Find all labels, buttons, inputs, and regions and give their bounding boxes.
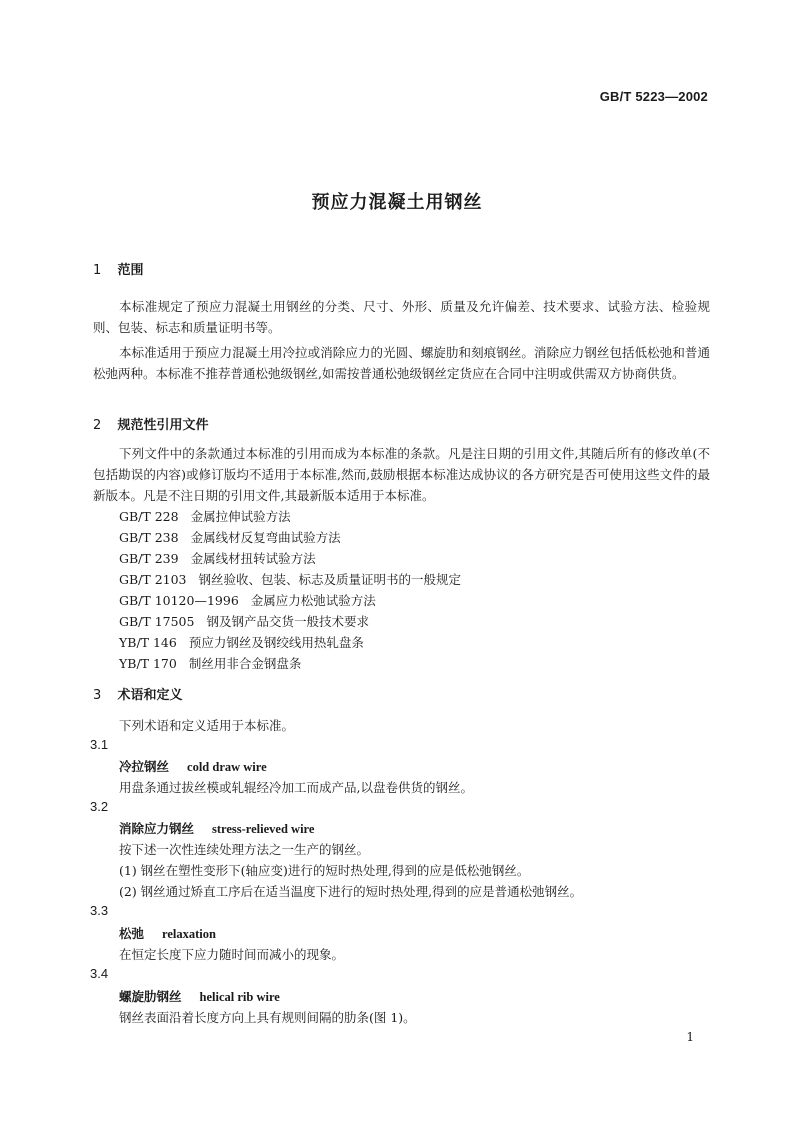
reference-item (119, 612, 369, 630)
term-zh: 冷拉钢丝 (119, 759, 170, 774)
section-number: 3 (93, 688, 102, 703)
reference-code: GB/T 238 (119, 530, 179, 545)
reference-name: 预应力钢丝及钢绞线用热轧盘条 (188, 635, 364, 650)
term-definition: (2) 钢丝通过矫直工序后在适当温度下进行的短时热处理,得到的应是普通松弛钢丝。 (119, 884, 583, 899)
reference-code: GB/T 17505 (119, 614, 195, 629)
scope-paragraph-2: 本标准适用于预应力混凝土用冷拉或消除应力的光圆、螺旋肋和刻痕钢丝。消除应力钢丝包括低松弛和普通松弛两种。本标准不推荐普通松弛级钢丝,如需按普通松弛级钢丝定货应在合同中注明或供需双方协商供货。 (93, 345, 710, 381)
reference-name: 钢及钢产品交货一般技术要求 (206, 614, 369, 629)
section-heading-terms-definitions (93, 684, 183, 703)
reference-code: GB/T 228 (119, 509, 179, 524)
reference-item (119, 591, 376, 609)
reference-item (119, 549, 316, 567)
terms-intro: 下列术语和定义适用于本标准。 (119, 718, 295, 733)
term-heading (119, 987, 280, 1005)
reference-name: 金属拉伸试验方法 (190, 509, 291, 524)
section-heading-normative-references (93, 414, 209, 433)
term-definition: 用盘条通过拔丝模或轧辊经冷加工而成产品,以盘卷供货的钢丝。 (119, 780, 473, 795)
reference-name: 金属线材反复弯曲试验方法 (190, 530, 341, 545)
term-en: helical rib wire (199, 990, 280, 1004)
reference-item (119, 507, 291, 525)
reference-item (119, 528, 341, 546)
reference-code: GB/T 10120—1996 (119, 593, 239, 608)
section-title: 范围 (117, 263, 144, 278)
term-definition: (1) 钢丝在塑性变形下(轴应变)进行的短时热处理,得到的应是低松弛钢丝。 (119, 863, 530, 878)
section-heading-scope (93, 259, 144, 278)
term-zh: 螺旋肋钢丝 (119, 989, 182, 1004)
term-number: 3.3 (90, 903, 109, 918)
term-number: 3.1 (90, 737, 109, 752)
term-number: 3.4 (90, 966, 109, 981)
section-title: 术语和定义 (117, 688, 183, 703)
term-definition: 在恒定长度下应力随时间而减小的现象。 (119, 947, 345, 962)
term-en: relaxation (162, 927, 216, 941)
scope-paragraph-1: 本标准规定了预应力混凝土用钢丝的分类、尺寸、外形、质量及允许偏差、技术要求、试验方法、检验规则、包装、标志和质量证明书等。 (93, 299, 710, 335)
term-definition: 按下述一次性连续处理方法之一生产的钢丝。 (119, 842, 370, 857)
reference-item (119, 633, 364, 651)
term-zh: 消除应力钢丝 (119, 821, 195, 836)
reference-item (119, 570, 461, 588)
normative-intro-paragraph: 下列文件中的条款通过本标准的引用而成为本标准的条款。凡是注日期的引用文件,其随后所有的修改单(不包括勘误的内容)或修订版均不适用于本标准,然而,鼓励根据本标准达成协议的各方研究是否可使用这些文件的最新版本。凡是不注日期的引用文件,其最新版本适用于本标准。 (93, 446, 710, 503)
standard-number: GB/T 5223—2002 (599, 89, 708, 104)
reference-code: YB/T 146 (119, 635, 177, 650)
section-title: 规范性引用文件 (117, 418, 209, 433)
document-title: 预应力混凝土用钢丝 (311, 192, 483, 213)
term-heading (119, 924, 216, 942)
term-number: 3.2 (90, 799, 109, 814)
term-heading (119, 757, 267, 775)
reference-name: 金属线材扭转试验方法 (190, 551, 316, 566)
page-number: 1 (686, 1030, 694, 1044)
reference-name: 金属应力松弛试验方法 (250, 593, 376, 608)
term-heading (119, 819, 314, 837)
term-zh: 松弛 (119, 926, 145, 941)
reference-code: GB/T 239 (119, 551, 179, 566)
section-number: 2 (93, 418, 102, 433)
term-en: stress-relieved wire (212, 822, 315, 836)
reference-item (119, 654, 301, 672)
reference-code: YB/T 170 (119, 656, 177, 671)
term-en: cold draw wire (187, 760, 267, 774)
reference-name: 制丝用非合金钢盘条 (188, 656, 302, 671)
section-number: 1 (93, 263, 102, 278)
term-definition: 钢丝表面沿着长度方向上具有规则间隔的肋条(图 1)。 (119, 1010, 416, 1025)
reference-name: 钢丝验收、包装、标志及质量证明书的一般规定 (198, 572, 462, 587)
reference-code: GB/T 2103 (119, 572, 187, 587)
